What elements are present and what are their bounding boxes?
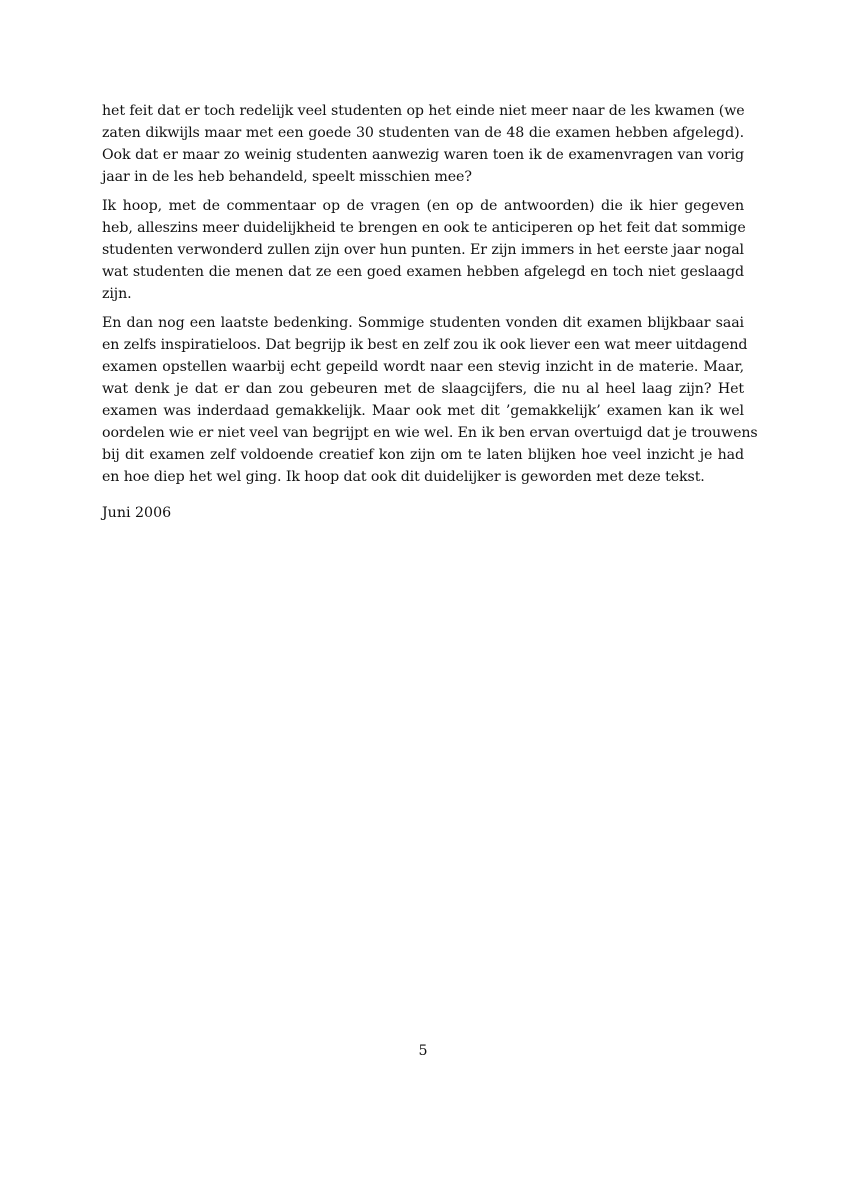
text-line: jaar in de les heb behandeld, speelt misschien mee? — [102, 169, 472, 185]
text-line: examen was inderdaad gemakkelijk. Maar ook met dit ’gemakkelijk’ examen kan ik wel — [102, 403, 744, 419]
text-line: en zelfs inspiratieloos. Dat begrijp ik best en zelf zou ik ook liever een wat meer uitdagend — [102, 337, 748, 353]
text-line: Ik hoop, met de commentaar op de vragen (en op de antwoorden) die ik hier gegeven — [102, 198, 744, 214]
text-line: wat denk je dat er dan zou gebeuren met de slaagcijfers, die nu al heel laag zijn? Het — [102, 381, 744, 397]
body-text — [102, 100, 758, 495]
text-line: heb, alleszins meer duidelijkheid te brengen en ook te anticiperen op het feit dat sommige — [102, 220, 746, 236]
text-line: studenten verwonderd zullen zijn over hun punten. Er zijn immers in het eerste jaar nogal — [102, 242, 744, 258]
text-line: Ook dat er maar zo weinig studenten aanwezig waren toen ik de examenvragen van vorig — [102, 147, 744, 163]
page-number: 5 — [418, 1043, 428, 1059]
text-line: wat studenten die menen dat ze een goed examen hebben afgelegd en toch niet geslaagd — [102, 264, 744, 280]
text-line: zaten dikwijls maar met een goede 30 studenten van de 48 die examen hebben afgelegd). — [102, 125, 744, 141]
text-line: oordelen wie er niet veel van begrijpt en wie wel. En ik ben ervan overtuigd dat je trouwens — [102, 425, 758, 441]
text-line: En dan nog een laatste bedenking. Sommige studenten vonden dit examen blijkbaar saai — [102, 315, 744, 331]
paragraph-3 — [102, 312, 758, 488]
document-date: Juni 2006 — [102, 505, 172, 521]
text-line: het feit dat er toch redelijk veel studenten op het einde niet meer naar de les kwamen (we — [102, 103, 745, 119]
paragraph-1 — [102, 100, 744, 188]
text-line: examen opstellen waarbij echt gepeild wordt naar een stevig inzicht in de materie. Maar, — [102, 359, 744, 375]
paragraph-2 — [102, 195, 744, 305]
text-line: en hoe diep het wel ging. Ik hoop dat ook dit duidelijker is geworden met deze tekst. — [102, 469, 705, 485]
text-line: bij dit examen zelf voldoende creatief kon zijn om te laten blijken hoe veel inzicht je had — [102, 447, 744, 463]
text-line: zijn. — [102, 286, 132, 302]
